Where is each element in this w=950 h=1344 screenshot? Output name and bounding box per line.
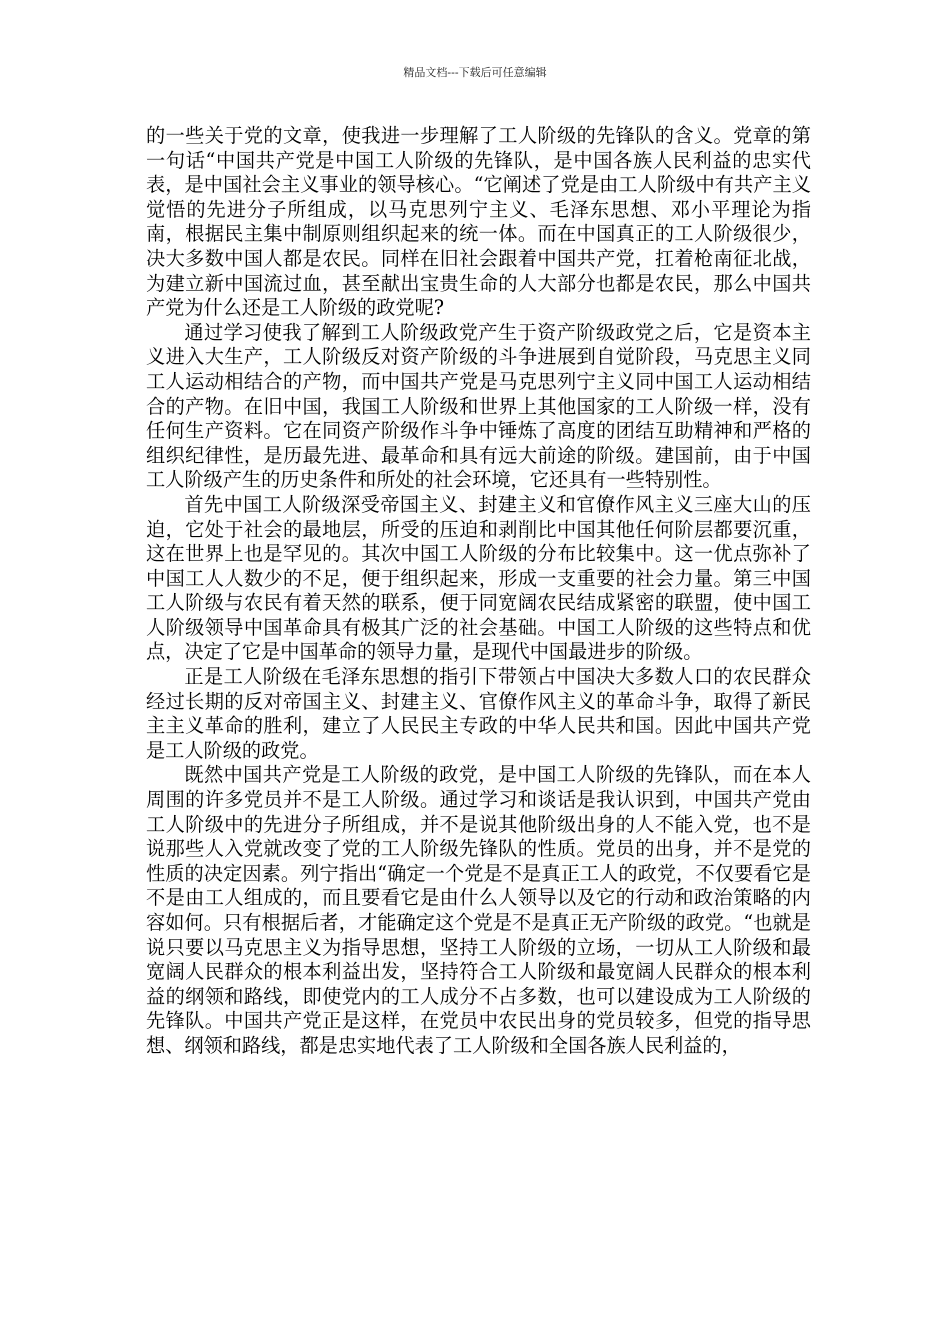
paragraph-3: 首先中国工人阶级深受帝国主义、封建主义和官僚作风主义三座大山的压迫，它处于社会的最地层，所受的压迫和剥削比中国其他任何阶层都要沉重，这在世界上也是罕见的。其次中国工人阶级的分布比较集中。这一优点弥补了中国工人人数少的不足，便于组织起来，形成一支重要的社会力量。第三中国工人阶级与农民有着天然的联系，便于同宽阔农民结成紧密的联盟，使中国工人阶级领导中国革命具有极其广泛的社会基础。中国工人阶级的这些特点和优点，决定了它是中国革命的领导力量，是现代中国最进步的阶级。 [146, 492, 811, 664]
paragraph-2: 通过学习使我了解到工人阶级政党产生于资产阶级政党之后，它是资本主义进入大生产，工人阶级反对资产阶级的斗争进展到自觉阶段，马克思主义同工人运动相结合的产物，而中国共产党是马克思列宁主义同中国工人运动相结合的产物。在旧中国，我国工人阶级和世界上其他国家的工人阶级一样，没有任何生产资料。它在同资产阶级作斗争中锤炼了高度的团结互助精神和严格的组织纪律性，是历最先进、最革命和具有远大前途的阶级。建国前，由于中国工人阶级产生的历史条件和所处的社会环境，它还具有一些特别性。 [146, 320, 811, 492]
page-header: 精品文档---下载后可任意编辑 [403, 66, 547, 79]
paragraph-5: 既然中国共产党是工人阶级的政党，是中国工人阶级的先锋队，而在本人周围的许多党员并不是工人阶级。通过学习和谈话是我认识到，中国共产党由工人阶级中的先进分子所组成，并不是说其他阶级出身的人不能入党，也不是说那些人入党就改变了党的工人阶级先锋队的性质。党员的出身，并不是党的性质的决定因素。列宁指出“确定一个党是不是真正工人的政党，不仅要看它是不是由工人组成的，而且要看它是由什么人领导以及它的行动和政治策略的内容如何。只有根据后者，才能确定这个党是不是真正无产阶级的政党。“也就是说只要以马克思主义为指导思想，坚持工人阶级的立场，一切从工人阶级和最宽阔人民群众的根本利益出发，坚持符合工人阶级和最宽阔人民群众的根本利益的纲领和路线，即使党内的工人成分不占多数，也可以建设成为工人阶级的先锋队。中国共产党正是这样，在党员中农民出身的党员较多，但党的指导思想、纲领和路线，都是忠实地代表了工人阶级和全国各族人民利益的， [146, 763, 811, 1057]
paragraph-1: 的一些关于党的文章，使我进一步理解了工人阶级的先锋队的含义。党章的第一句话“中国共产党是中国工人阶级的先锋队，是中国各族人民利益的忠实代表，是中国社会主义事业的领导核心。“它阐述了党是由工人阶级中有共产主义觉悟的先进分子所组成，以马克思列宁主义、毛泽东思想、邓小平理论为指南，根据民主集中制原则组织起来的统一体。而在中国真正的工人阶级很少，决大多数中国人都是农民。同样在旧社会跟着中国共产党，扛着枪南征北战，为建立新中国流过血，甚至献出宝贵生命的人大部分也都是农民，那么中国共产党为什么还是工人阶级的政党呢? [146, 124, 811, 320]
document-body [146, 124, 811, 1059]
paragraph-4: 正是工人阶级在毛泽东思想的指引下带领占中国决大多数人口的农民群众经过长期的反对帝国主义、封建主义、官僚作风主义的革命斗争，取得了新民主主义革命的胜利，建立了人民民主专政的中华人民共和国。因此中国共产党是工人阶级的政党。 [146, 665, 811, 762]
